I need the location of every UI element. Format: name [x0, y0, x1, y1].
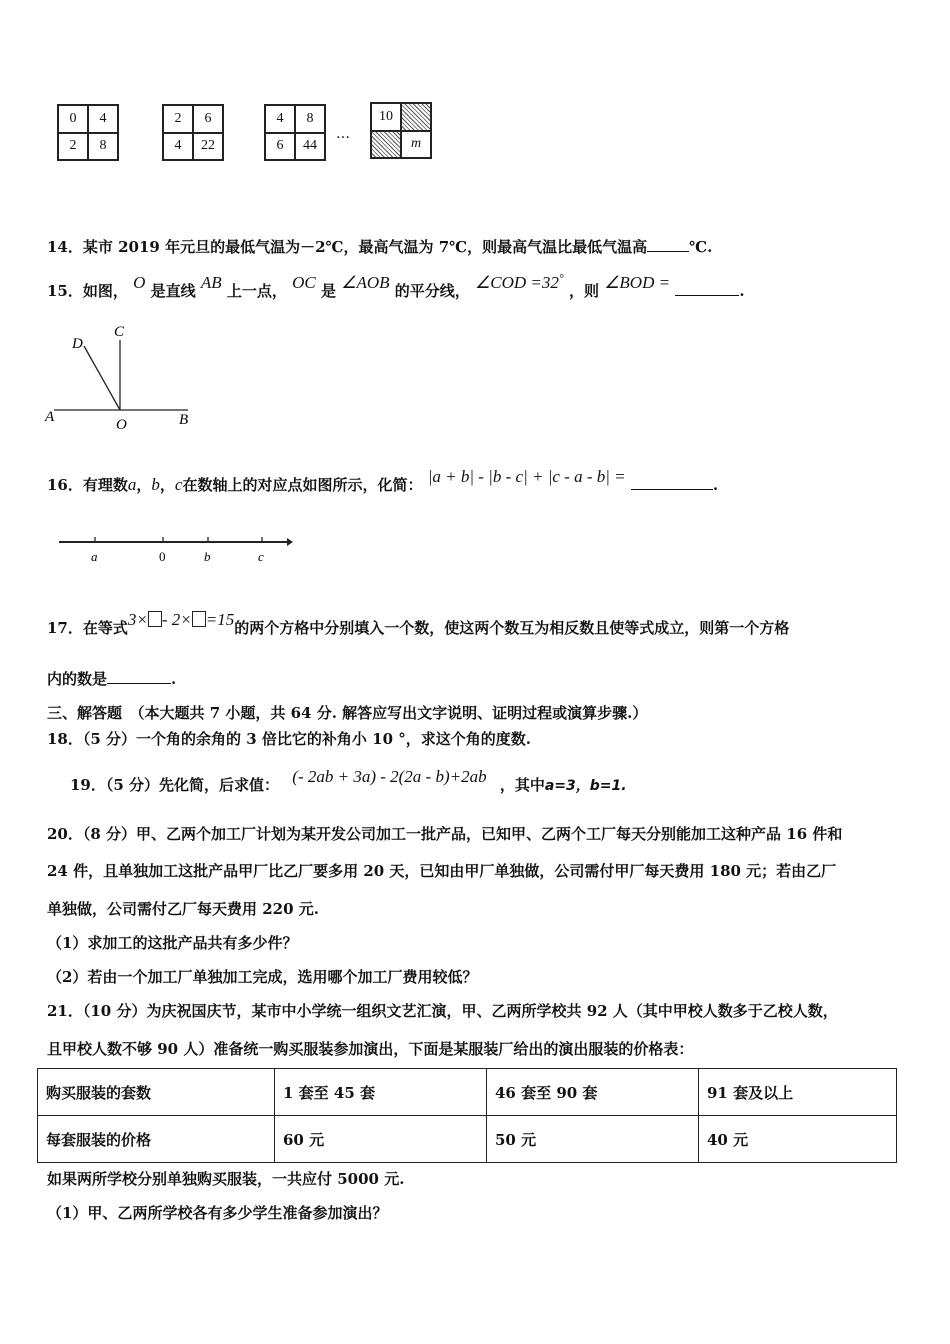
question-19 [70, 767, 627, 795]
q17-text: 内的数是 [47, 670, 108, 688]
q17-text: 的两个方格中分别填入一个数，使这两个数互为相反数且使等式成立，则第一个方格 [234, 619, 790, 637]
q19-text: 19．（5 分）先化简，后求值： [70, 776, 280, 794]
q15-text: 上一点， [226, 282, 287, 300]
question-21-line1: 21．（10 分）为庆祝国庆节，某市中小学统一组织文艺汇演，甲、乙两所学校共 92 人（其中甲校人数多于乙校人数， [47, 1002, 838, 1020]
label-A: A [45, 409, 55, 425]
q16-end: . [712, 476, 719, 494]
ray-OD [84, 346, 120, 410]
section-heading: 三、解答题 （本大题共 7 小题，共 64 分. 解答应写出文字说明、证明过程或演算步骤.） [47, 704, 648, 722]
grid-cell: m [401, 131, 431, 159]
equation-part: =15 [205, 610, 235, 629]
math-angle-COD-text: ∠COD =32 [475, 273, 559, 292]
q17-text: 17．在等式 [47, 619, 128, 637]
grid-cell: 6 [265, 133, 295, 161]
question-16 [47, 467, 719, 495]
table-cell: 40 元 [699, 1116, 897, 1163]
grid-cell: 0 [58, 105, 88, 133]
table-cell: 每套服装的价格 [38, 1116, 275, 1163]
q15-text: ，则 [568, 282, 599, 300]
number-grid-2 [162, 104, 224, 161]
grid-cell: 4 [265, 105, 295, 133]
q14-text: 14．某市 2019 年元旦的最低气温为－2℃，最高气温为 7℃，则最高气温比最低气温高 [47, 238, 648, 256]
abs-expression: |a + b| - |b - c| + |c - a - b| = [427, 467, 626, 486]
math-O: O [133, 273, 146, 292]
table-cell: 46 套至 90 套 [487, 1069, 699, 1116]
math-AB: AB [200, 273, 222, 292]
label-B: B [179, 412, 189, 428]
number-grid-3 [264, 104, 326, 161]
math-OC: OC [292, 273, 316, 292]
q15-text: 15．如图， [47, 282, 128, 300]
table-row [38, 1116, 897, 1163]
question-15 [47, 271, 745, 301]
question-20-line2: 24 件，且单独加工这批产品甲厂比乙厂要多用 20 天，已知由甲厂单独做，公司需付甲厂每天费用 180 元；若由乙厂 [47, 862, 837, 880]
q15-text: 是 [321, 282, 337, 300]
question-17-line2 [47, 668, 176, 689]
q16-comma: ， [159, 476, 175, 494]
question-20-sub2: （2）若由一个加工厂单独加工完成，选用哪个加工厂费用较低？ [47, 968, 478, 986]
q15-text: 是直线 [150, 282, 196, 300]
point-label-a: a [91, 549, 98, 564]
axis-arrow [287, 538, 293, 546]
grid-cell: 8 [88, 133, 118, 161]
number-line [55, 530, 295, 570]
math-a: a [127, 475, 137, 494]
question-20-sub1: （1）求加工的这批产品共有多少件？ [47, 934, 298, 952]
grid-cell-hatched [401, 103, 431, 131]
math-b: b [151, 475, 160, 494]
math-c: c [174, 475, 183, 494]
question-21-sub1: （1）甲、乙两所学校各有多少学生准备参加演出？ [47, 1204, 388, 1222]
q19-text: ，其中 [499, 776, 545, 794]
q16-text: 在数轴上的对应点如图所示，化简： [182, 476, 423, 494]
point-label-c: c [258, 549, 264, 564]
grid-cell: 2 [58, 133, 88, 161]
grid-ellipsis: … [336, 126, 350, 142]
equation-part: - 2× [161, 610, 192, 629]
equation [128, 610, 234, 629]
question-18: 18．（5 分）一个角的余角的 3 倍比它的补角小 10 °，求这个角的度数. [47, 730, 531, 748]
q16-comma: ， [136, 476, 152, 494]
question-21-after: 如果两所学校分别单独购买服装，一共应付 5000 元. [47, 1170, 405, 1188]
algebraic-expression: (- 2ab + 3a) - 2(2a - b)+2ab [292, 767, 487, 786]
q16-text: 16．有理数 [47, 476, 128, 494]
degree-sign: ° [558, 271, 564, 285]
grid-cell: 2 [163, 105, 193, 133]
equation-part: 3× [127, 610, 148, 629]
question-20-line3: 单独做，公司需付乙厂每天费用 220 元. [47, 900, 319, 918]
math-angle-AOB: ∠AOB [341, 273, 390, 292]
grid-cell: 22 [193, 133, 223, 161]
q14-unit: ℃. [689, 238, 713, 256]
grid-cell: 8 [295, 105, 325, 133]
question-14 [47, 236, 712, 257]
q15-text: 的平分线， [394, 282, 470, 300]
math-angle-COD [475, 273, 564, 292]
table-cell: 50 元 [487, 1116, 699, 1163]
grid-cell: 6 [193, 105, 223, 133]
angle-figure [40, 320, 210, 435]
label-C: C [114, 324, 125, 340]
q17-end: . [171, 670, 177, 688]
table-cell: 购买服装的套数 [38, 1069, 275, 1116]
number-grid-1 [57, 104, 119, 161]
answer-blank [631, 475, 713, 490]
table-row [38, 1069, 897, 1116]
answer-blank [107, 669, 171, 684]
label-D: D [72, 336, 83, 352]
empty-box [192, 611, 206, 627]
label-O: O [116, 417, 127, 433]
q19-condition: a=3，b=1. [544, 778, 627, 794]
grid-cell: 4 [88, 105, 118, 133]
grid-cell: 4 [163, 133, 193, 161]
grid-cell: 10 [371, 103, 401, 131]
table-cell: 60 元 [275, 1116, 487, 1163]
answer-blank [647, 237, 689, 252]
table-cell: 91 套及以上 [699, 1069, 897, 1116]
q15-end: . [739, 282, 745, 300]
question-21-line2: 且甲校人数不够 90 人）准备统一购买服装参加演出，下面是某服装厂给出的演出服装的价格表： [47, 1040, 694, 1058]
point-label-zero: 0 [159, 549, 166, 564]
number-grid-4 [370, 102, 432, 159]
grid-cell: 44 [295, 133, 325, 161]
question-17 [47, 610, 790, 638]
math-angle-BOD: ∠BOD = [604, 273, 671, 292]
price-table [37, 1068, 897, 1163]
empty-box [148, 611, 162, 627]
table-cell: 1 套至 45 套 [275, 1069, 487, 1116]
point-label-b: b [204, 549, 211, 564]
grid-cell-hatched [371, 131, 401, 159]
answer-blank [675, 281, 739, 296]
question-20-line1: 20．（8 分）甲、乙两个加工厂计划为某开发公司加工一批产品，已知甲、乙两个工厂每天分别能加工这种产品 16 件和 [47, 825, 843, 843]
